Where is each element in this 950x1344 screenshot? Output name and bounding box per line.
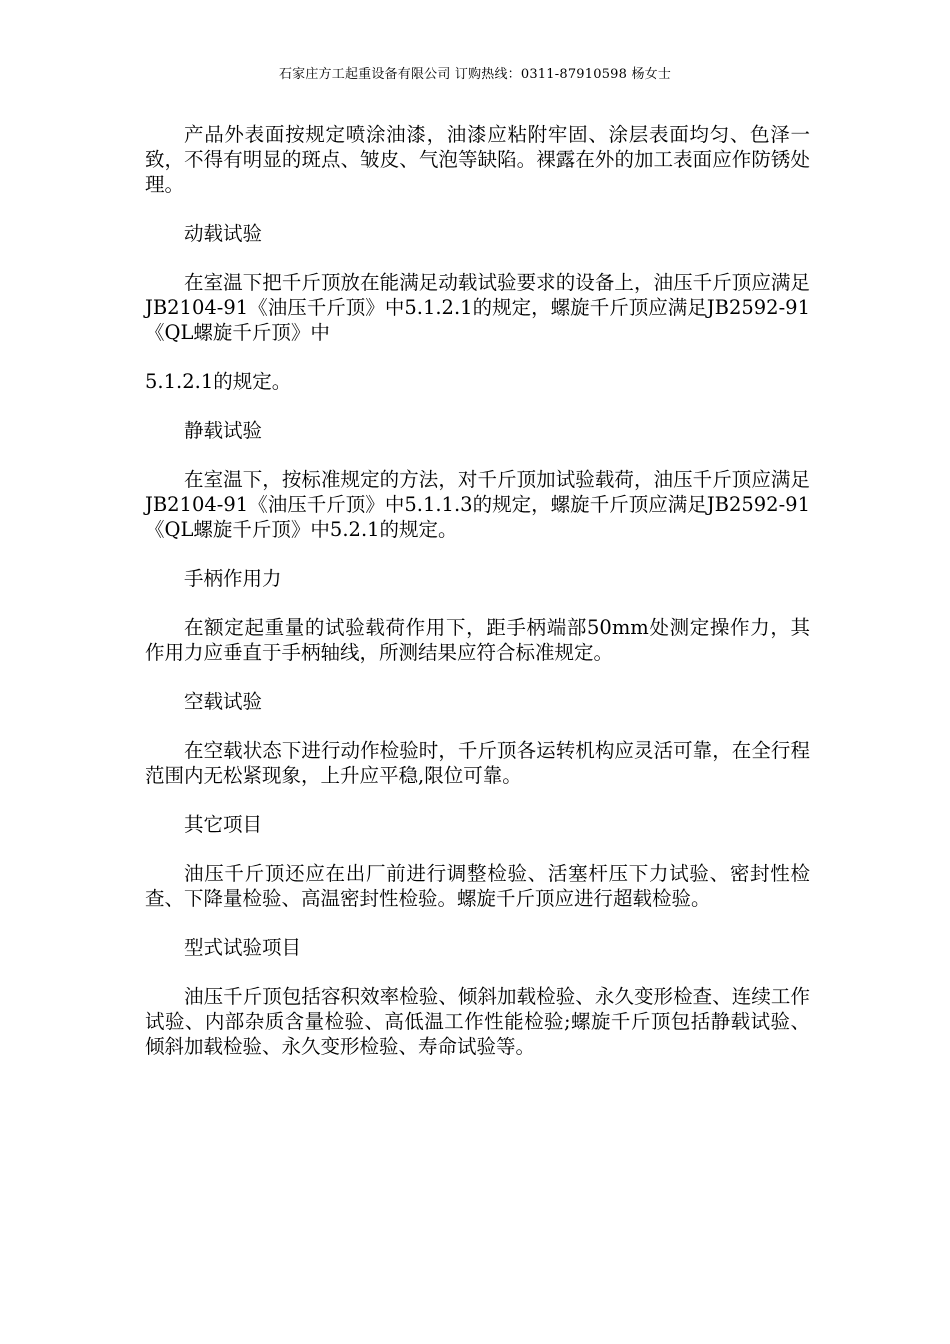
document-body [145,122,810,1083]
section-heading-type-test: 型式试验项目 [184,936,302,959]
paragraph-type-test: 油压千斤顶包括容积效率检验、倾斜加载检验、永久变形检查、连续工作试验、内部杂质含量检验、高低温工作性能检验;螺旋千斤顶包括静载试验、倾斜加载检验、永久变形检验、寿命试验等。 [145,985,810,1058]
paragraph-static-load: 在室温下，按标准规定的方法，对千斤顶加试验载荷，油压千斤顶应满足JB2104-91《油压千斤顶》中5.1.1.3的规定，螺旋千斤顶应满足JB2592-91《QL螺旋千斤顶》中5.2.1的规定。 [145,468,810,541]
paragraph-dynamic-load: 在室温下把千斤顶放在能满足动载试验要求的设备上，油压千斤顶应满足JB2104-91《油压千斤顶》中5.1.2.1的规定，螺旋千斤顶应满足JB2592-91《QL螺旋千斤顶》中 [145,271,810,344]
page-header: 石家庄方工起重设备有限公司 订购热线：0311-87910598 杨女士 [278,67,672,82]
section-heading-other-items: 其它项目 [184,813,263,836]
section-heading-handle-force: 手柄作用力 [184,567,282,590]
paragraph-dynamic-load-clause: 5.1.2.1的规定。 [145,370,292,393]
paragraph-other-items: 油压千斤顶还应在出厂前进行调整检验、活塞杆压下力试验、密封性检查、下降量检验、高温密封性检验。螺旋千斤顶应进行超载检验。 [145,862,810,910]
section-heading-no-load: 空载试验 [184,690,263,713]
paragraph-handle-force: 在额定起重量的试验载荷作用下，距手柄端部50mm处测定操作力，其作用力应垂直于手柄轴线，所测结果应符合标准规定。 [145,616,810,664]
section-heading-static-load: 静载试验 [184,419,263,442]
paragraph-no-load: 在空载状态下进行动作检验时，千斤顶各运转机构应灵活可靠，在全行程范围内无松紧现象，上升应平稳,限位可靠。 [145,739,810,787]
section-heading-dynamic-load: 动载试验 [184,222,263,245]
paragraph-coating: 产品外表面按规定喷涂油漆，油漆应粘附牢固、涂层表面均匀、色泽一致，不得有明显的斑点、皱皮、气泡等缺陷。裸露在外的加工表面应作防锈处理。 [145,123,810,196]
